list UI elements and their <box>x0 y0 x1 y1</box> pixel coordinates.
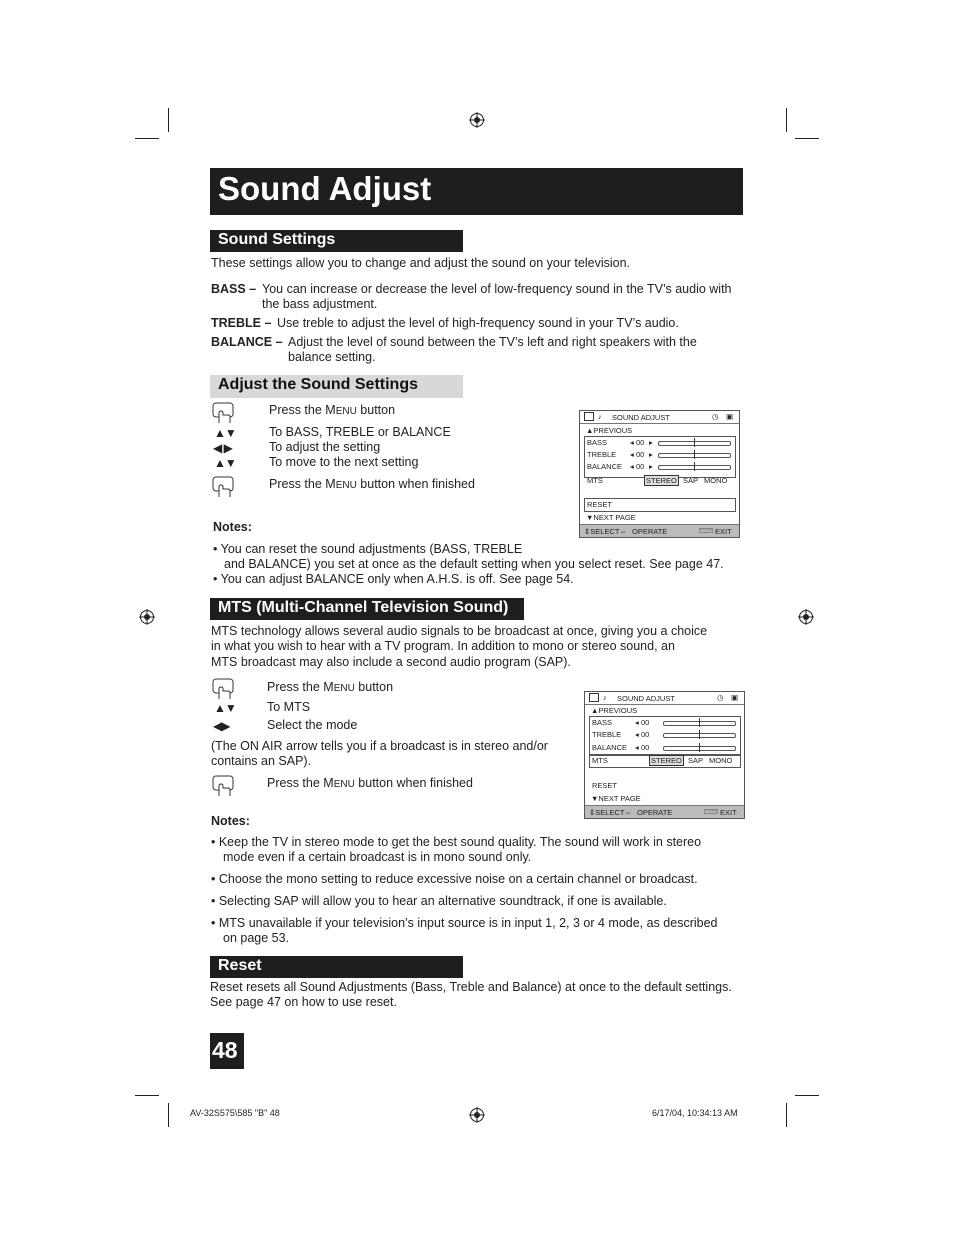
osd-right-arrow-icon: ▸ <box>649 438 653 447</box>
up-down-arrows-icon: ▲▼ <box>214 456 236 470</box>
crop-mark <box>135 1095 159 1096</box>
osd-mono-option: MONO <box>709 756 733 765</box>
crop-mark <box>786 1103 787 1127</box>
mts-note-stereo: • Keep the TV in stereo mode to get the best sound quality. The sound will work in stereo <box>211 835 702 849</box>
osd-menu-key-icon: MENU <box>700 528 712 533</box>
section-heading-label: Sound Settings <box>218 231 336 248</box>
mts-step-finish: Press the MENU button when finished <box>267 776 473 790</box>
section-heading-label: MTS (Multi-Channel Television Sound) <box>218 599 509 616</box>
speaker-icon: ♪ <box>603 693 607 702</box>
osd-bass-label: BASS <box>592 718 613 727</box>
osd-left-arrow-icon: ◂ <box>630 462 634 471</box>
osd-left-arrow-icon: ◂ <box>635 718 639 727</box>
note-balance: • You can adjust BALANCE only when A.H.S. is off. See page 54. <box>213 572 574 586</box>
osd-balance-label: BALANCE <box>592 743 628 752</box>
osd-balance-label: BALANCE <box>587 462 623 471</box>
osd-title: SOUND ADJUST <box>612 413 670 422</box>
note-reset-cont: and BALANCE) you set at once as the default setting when you select reset. See page 47. <box>224 557 724 571</box>
left-right-arrows-icon: ◀ ▶ <box>213 441 232 455</box>
bass-term: BASS – <box>211 282 257 296</box>
note-reset: • You can reset the sound adjustments (BASS, TREBLE <box>213 542 523 556</box>
mts-step-select: To MTS <box>267 700 311 714</box>
balance-text: Adjust the level of sound between the TV’s left and right speakers with the <box>288 335 697 349</box>
adjust-step-next: To move to the next setting <box>269 455 419 469</box>
mts-note-unavailable: • MTS unavailable if your television’s input source is in input 1, 2, 3 or 4 mode, as described <box>211 916 718 930</box>
mts-note-mono: • Choose the mono setting to reduce excessive noise on a certain channel or broadcast. <box>211 872 698 886</box>
treble-term: TREBLE – <box>211 316 272 330</box>
adjust-step-menu: Press the MENU button <box>269 403 396 417</box>
crop-mark <box>786 108 787 132</box>
osd-treble-knob <box>699 730 700 739</box>
osd-footer <box>580 524 739 537</box>
osd-footer <box>585 805 744 818</box>
osd-balance-knob <box>694 462 695 471</box>
clock-icon: ◷ <box>717 693 724 702</box>
registration-mark-icon <box>139 609 155 625</box>
osd-title: SOUND ADJUST <box>617 694 675 703</box>
osd-previous: ▲PREVIOUS <box>591 706 638 715</box>
mts-step-mode: Select the mode <box>267 718 358 732</box>
osd-mono-option: MONO <box>704 476 728 485</box>
clock-icon: ◷ <box>712 412 719 421</box>
osd-stereo-option: STEREO <box>646 476 677 485</box>
osd-reset: RESET <box>592 781 618 790</box>
section-heading-sound-settings <box>210 230 463 252</box>
mts-step-menu: Press the MENU button <box>267 680 394 694</box>
adjust-step-select: To BASS, TREBLE or BALANCE <box>269 425 451 439</box>
osd-bass-value: 00 <box>641 718 650 727</box>
osd-header <box>580 411 739 424</box>
crop-mark <box>168 1103 169 1127</box>
adjust-step-finish: Press the MENU button when finished <box>269 477 475 491</box>
osd-treble-value: 00 <box>636 450 645 459</box>
section-heading-label: Adjust the Sound Settings <box>218 376 418 393</box>
section-heading-adjust <box>210 375 463 398</box>
osd-sap-option: SAP <box>688 756 704 765</box>
crop-mark <box>168 108 169 132</box>
section-heading-reset <box>210 956 463 978</box>
mts-note-unavailable-cont: on page 53. <box>223 931 290 945</box>
osd-mts-label: MTS <box>587 476 603 485</box>
balance-text-cont: balance setting. <box>288 350 376 364</box>
osd-treble-label: TREBLE <box>587 450 617 459</box>
registration-mark-icon <box>469 112 485 128</box>
menu-button-hand-icon <box>212 476 234 498</box>
osd-exit-hint: EXIT <box>720 808 737 817</box>
section-heading-label: Reset <box>218 957 262 974</box>
footer-file-info: AV-32S575\585 "B" 48 <box>190 1108 280 1118</box>
sound-adjust-osd-screen <box>579 410 740 538</box>
menu-button-hand-icon <box>212 678 234 700</box>
up-down-arrows-icon: ▲▼ <box>214 426 236 440</box>
crop-mark <box>795 1095 819 1096</box>
osd-menu-key-icon: MENU <box>705 809 717 814</box>
osd-select-hint: ⇕SELECT⇔ <box>589 808 632 817</box>
bass-text-cont: the bass adjustment. <box>262 297 378 311</box>
osd-bass-label: BASS <box>587 438 608 447</box>
mts-paragraph-line: in what you wish to hear with a TV program. In addition to mono or stereo sound, an <box>211 639 675 653</box>
on-air-note-cont: contains an SAP). <box>211 754 312 768</box>
osd-reset: RESET <box>587 500 613 509</box>
osd-balance-knob <box>699 743 700 752</box>
osd-right-arrow-icon: ▸ <box>649 462 653 471</box>
mts-osd-screen <box>584 691 745 819</box>
menu-button-hand-icon <box>212 775 234 797</box>
osd-balance-value: 00 <box>641 743 650 752</box>
mts-notes-label: Notes: <box>211 814 250 828</box>
speaker-icon: ♪ <box>598 412 602 421</box>
mts-note-stereo-cont: mode even if a certain broadcast is in mono sound only. <box>223 850 532 864</box>
osd-mts-label: MTS <box>592 756 608 765</box>
crop-mark <box>135 138 159 139</box>
osd-operate-hint: OPERATE <box>632 527 668 536</box>
osd-exit-hint: EXIT <box>715 527 732 536</box>
reset-text: Reset resets all Sound Adjustments (Bass, Treble and Balance) at once to the default settings. <box>210 980 732 994</box>
osd-balance-value: 00 <box>636 462 645 471</box>
tv-icon <box>589 693 599 702</box>
intro-text: These settings allow you to change and adjust the sound on your television. <box>211 256 631 270</box>
osd-bass-knob <box>694 438 695 447</box>
osd-select-hint: ⇕SELECT⇔ <box>584 527 627 536</box>
osd-treble-value: 00 <box>641 730 650 739</box>
osd-next-page: ▼NEXT PAGE <box>586 513 636 522</box>
on-air-note: (The ON AIR arrow tells you if a broadcast is in stereo and/or <box>211 739 548 753</box>
treble-text: Use treble to adjust the level of high-frequency sound in your TV’s audio. <box>277 316 679 330</box>
reset-text-cont: See page 47 on how to use reset. <box>210 995 397 1009</box>
osd-left-arrow-icon: ◂ <box>635 730 639 739</box>
footer-timestamp: 6/17/04, 10:34:13 AM <box>652 1108 738 1118</box>
up-down-arrows-icon: ▲▼ <box>214 701 236 715</box>
osd-treble-knob <box>694 450 695 459</box>
page-title: Sound Adjust <box>218 170 432 207</box>
osd-treble-label: TREBLE <box>592 730 622 739</box>
mts-paragraph-line: MTS broadcast may also include a second audio program (SAP). <box>211 655 571 669</box>
osd-left-arrow-icon: ◂ <box>635 743 639 752</box>
osd-left-arrow-icon: ◂ <box>630 450 634 459</box>
osd-header <box>585 692 744 705</box>
section-heading-mts <box>210 598 524 620</box>
osd-next-page: ▼NEXT PAGE <box>591 794 641 803</box>
crop-mark <box>795 138 819 139</box>
osd-left-arrow-icon: ◂ <box>630 438 634 447</box>
osd-bass-value: 00 <box>636 438 645 447</box>
osd-operate-hint: OPERATE <box>637 808 673 817</box>
registration-mark-icon <box>798 609 814 625</box>
mts-note-sap: • Selecting SAP will allow you to hear an alternative soundtrack, if one is available. <box>211 894 667 908</box>
notes-label: Notes: <box>213 520 252 534</box>
osd-bass-knob <box>699 718 700 727</box>
adjust-step-adjust: To adjust the setting <box>269 440 381 454</box>
osd-sap-option: SAP <box>683 476 699 485</box>
registration-mark-icon <box>469 1107 485 1123</box>
osd-previous: ▲PREVIOUS <box>586 426 633 435</box>
tv-icon <box>584 412 594 421</box>
menu-button-hand-icon <box>212 402 234 424</box>
lock-icon: ▣ <box>726 412 734 421</box>
osd-stereo-option: STEREO <box>651 756 682 765</box>
balance-term: BALANCE – <box>211 335 283 349</box>
bass-text: You can increase or decrease the level of low-frequency sound in the TV’s audio with <box>262 282 732 296</box>
left-right-arrows-icon: ◀▶ <box>213 719 230 733</box>
mts-paragraph-line: MTS technology allows several audio signals to be broadcast at once, giving you a choice <box>211 624 708 638</box>
lock-icon: ▣ <box>731 693 739 702</box>
osd-right-arrow-icon: ▸ <box>649 450 653 459</box>
page-title-bar <box>210 168 743 215</box>
page-number: 48 <box>212 1037 238 1063</box>
page-number-badge <box>210 1033 244 1069</box>
